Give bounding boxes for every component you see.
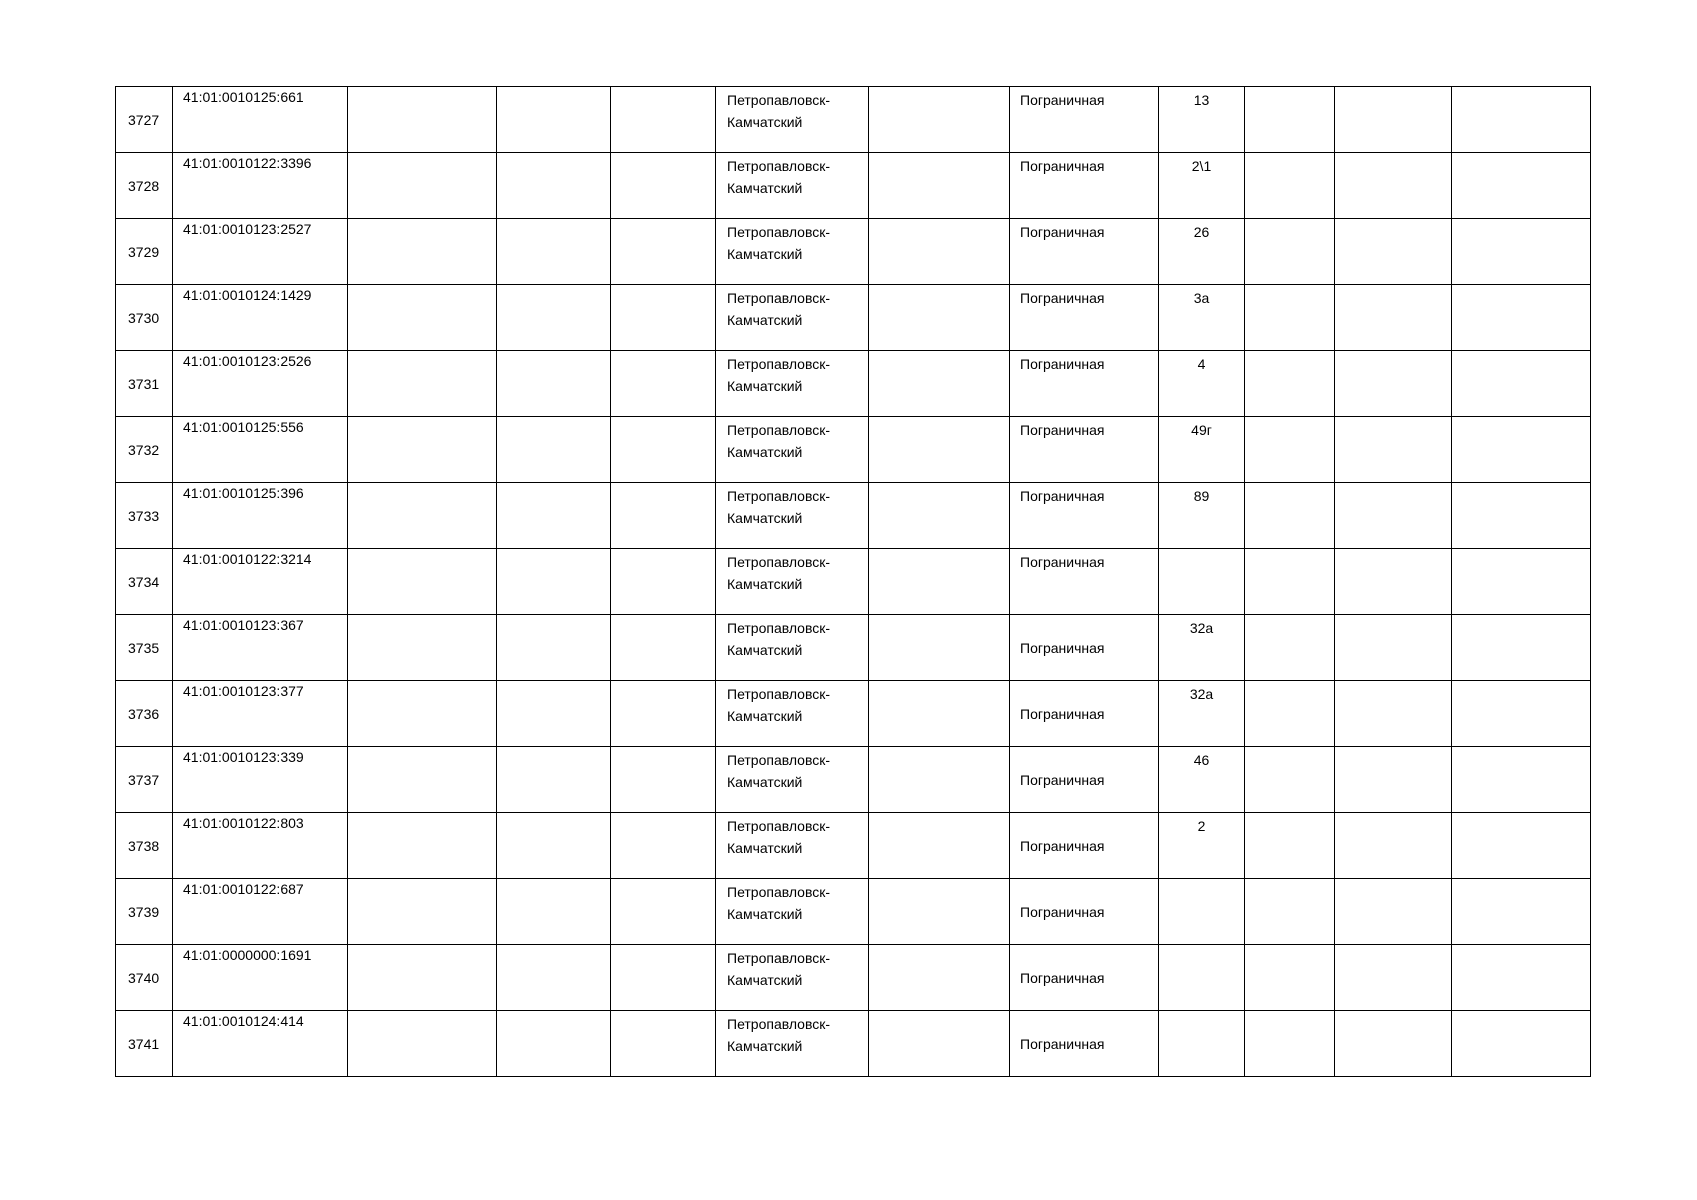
table-row bbox=[116, 483, 1591, 549]
city-cell bbox=[716, 153, 869, 219]
empty-cell bbox=[1245, 417, 1335, 483]
house-number: 2 bbox=[1197, 818, 1206, 834]
empty-cell bbox=[1245, 483, 1335, 549]
table-row bbox=[116, 549, 1591, 615]
empty-cell bbox=[869, 285, 1010, 351]
city-cell bbox=[716, 1011, 869, 1077]
city-name-line1: Петропавловск- bbox=[727, 158, 831, 174]
row-number: 3732 bbox=[128, 441, 160, 458]
empty-cell bbox=[1245, 153, 1335, 219]
empty-cell bbox=[1245, 351, 1335, 417]
table-row bbox=[116, 879, 1591, 945]
empty-cell bbox=[1335, 945, 1452, 1011]
row-number-cell bbox=[116, 219, 173, 285]
city-name-line2: Камчатский bbox=[727, 180, 803, 196]
empty-cell bbox=[1245, 681, 1335, 747]
house-number: 49г bbox=[1191, 422, 1212, 438]
empty-cell bbox=[497, 417, 611, 483]
house-number-cell bbox=[1159, 813, 1245, 879]
empty-cell bbox=[348, 153, 497, 219]
empty-cell bbox=[497, 747, 611, 813]
table-row bbox=[116, 87, 1591, 153]
empty-cell bbox=[611, 417, 716, 483]
cadastral-number: 41:01:0010123:2526 bbox=[183, 353, 312, 369]
empty-cell bbox=[611, 945, 716, 1011]
street-cell bbox=[1010, 1011, 1159, 1077]
street-cell bbox=[1010, 483, 1159, 549]
empty-cell bbox=[611, 813, 716, 879]
empty-cell bbox=[1245, 747, 1335, 813]
street-cell bbox=[1010, 747, 1159, 813]
street-cell bbox=[1010, 219, 1159, 285]
street-cell bbox=[1010, 87, 1159, 153]
city-name-line1: Петропавловск- bbox=[727, 554, 831, 570]
house-number-cell bbox=[1159, 549, 1245, 615]
house-number-cell bbox=[1159, 285, 1245, 351]
empty-cell bbox=[497, 153, 611, 219]
empty-cell bbox=[611, 285, 716, 351]
cadastral-number-cell bbox=[173, 417, 348, 483]
empty-cell bbox=[1452, 87, 1591, 153]
cadastral-number-cell bbox=[173, 549, 348, 615]
cadastral-number-cell bbox=[173, 747, 348, 813]
row-number-cell bbox=[116, 549, 173, 615]
empty-cell bbox=[869, 351, 1010, 417]
empty-cell bbox=[348, 219, 497, 285]
city-cell bbox=[716, 813, 869, 879]
cadastral-number-cell bbox=[173, 945, 348, 1011]
house-number-cell bbox=[1159, 219, 1245, 285]
empty-cell bbox=[1335, 285, 1452, 351]
city-name-line1: Петропавловск- bbox=[727, 488, 831, 504]
cadastral-number: 41:01:0010123:367 bbox=[183, 617, 304, 633]
empty-cell bbox=[348, 615, 497, 681]
cadastral-number-cell bbox=[173, 285, 348, 351]
city-name-line1: Петропавловск- bbox=[727, 1016, 831, 1032]
empty-cell bbox=[1335, 549, 1452, 615]
empty-cell bbox=[1452, 747, 1591, 813]
empty-cell bbox=[1452, 285, 1591, 351]
row-number: 3740 bbox=[128, 969, 160, 986]
cadastral-number-cell bbox=[173, 153, 348, 219]
empty-cell bbox=[348, 879, 497, 945]
city-name-line1: Петропавловск- bbox=[727, 752, 831, 768]
city-name-line1: Петропавловск- bbox=[727, 290, 831, 306]
street-name: Пограничная bbox=[1020, 837, 1105, 854]
empty-cell bbox=[1335, 417, 1452, 483]
empty-cell bbox=[1452, 615, 1591, 681]
empty-cell bbox=[348, 813, 497, 879]
empty-cell bbox=[611, 483, 716, 549]
row-number-cell bbox=[116, 813, 173, 879]
empty-cell bbox=[611, 1011, 716, 1077]
empty-cell bbox=[1245, 87, 1335, 153]
empty-cell bbox=[1245, 285, 1335, 351]
city-cell bbox=[716, 285, 869, 351]
row-number-cell bbox=[116, 417, 173, 483]
empty-cell bbox=[611, 153, 716, 219]
cadastral-number: 41:01:0010123:377 bbox=[183, 683, 304, 699]
city-name-line2: Камчатский bbox=[727, 972, 803, 988]
empty-cell bbox=[497, 813, 611, 879]
empty-cell bbox=[1245, 1011, 1335, 1077]
empty-cell bbox=[869, 1011, 1010, 1077]
empty-cell bbox=[1335, 681, 1452, 747]
empty-cell bbox=[348, 417, 497, 483]
empty-cell bbox=[497, 615, 611, 681]
city-cell bbox=[716, 351, 869, 417]
city-name-line2: Камчатский bbox=[727, 510, 803, 526]
empty-cell bbox=[611, 87, 716, 153]
street-cell bbox=[1010, 549, 1159, 615]
street-cell bbox=[1010, 351, 1159, 417]
city-cell bbox=[716, 219, 869, 285]
empty-cell bbox=[611, 615, 716, 681]
empty-cell bbox=[869, 747, 1010, 813]
empty-cell bbox=[1452, 351, 1591, 417]
cadastral-number-cell bbox=[173, 87, 348, 153]
street-name: Пограничная bbox=[1020, 488, 1105, 504]
row-number: 3737 bbox=[128, 771, 160, 788]
city-cell bbox=[716, 483, 869, 549]
row-number: 3736 bbox=[128, 705, 160, 722]
house-number: 32а bbox=[1189, 620, 1214, 636]
city-name-line2: Камчатский bbox=[727, 312, 803, 328]
house-number-cell bbox=[1159, 87, 1245, 153]
city-name-line1: Петропавловск- bbox=[727, 620, 831, 636]
house-number-cell bbox=[1159, 945, 1245, 1011]
house-number-cell bbox=[1159, 879, 1245, 945]
table-row bbox=[116, 813, 1591, 879]
cadastral-number-cell bbox=[173, 813, 348, 879]
row-number-cell bbox=[116, 285, 173, 351]
street-name: Пограничная bbox=[1020, 422, 1105, 438]
house-number: 2\1 bbox=[1191, 158, 1212, 174]
row-number: 3728 bbox=[128, 177, 160, 194]
city-cell bbox=[716, 549, 869, 615]
street-cell bbox=[1010, 153, 1159, 219]
empty-cell bbox=[611, 879, 716, 945]
row-number: 3738 bbox=[128, 837, 160, 854]
empty-cell bbox=[497, 483, 611, 549]
empty-cell bbox=[869, 615, 1010, 681]
empty-cell bbox=[611, 747, 716, 813]
row-number-cell bbox=[116, 1011, 173, 1077]
city-name-line1: Петропавловск- bbox=[727, 356, 831, 372]
city-name-line1: Петропавловск- bbox=[727, 884, 831, 900]
street-name: Пограничная bbox=[1020, 290, 1105, 306]
empty-cell bbox=[497, 219, 611, 285]
cadastral-number-cell bbox=[173, 483, 348, 549]
house-number-cell bbox=[1159, 417, 1245, 483]
row-number-cell bbox=[116, 747, 173, 813]
house-number: 26 bbox=[1193, 224, 1210, 240]
empty-cell bbox=[1245, 219, 1335, 285]
cadastral-number-cell bbox=[173, 219, 348, 285]
empty-cell bbox=[869, 879, 1010, 945]
street-name: Пограничная bbox=[1020, 705, 1105, 722]
empty-cell bbox=[348, 747, 497, 813]
city-name-line2: Камчатский bbox=[727, 576, 803, 592]
row-number-cell bbox=[116, 483, 173, 549]
table-row bbox=[116, 747, 1591, 813]
house-number-cell bbox=[1159, 351, 1245, 417]
city-name-line2: Камчатский bbox=[727, 906, 803, 922]
row-number: 3733 bbox=[128, 507, 160, 524]
house-number-cell bbox=[1159, 615, 1245, 681]
city-name-line2: Камчатский bbox=[727, 444, 803, 460]
empty-cell bbox=[497, 879, 611, 945]
row-number: 3727 bbox=[128, 111, 160, 128]
row-number: 3731 bbox=[128, 375, 160, 392]
empty-cell bbox=[1335, 879, 1452, 945]
empty-cell bbox=[348, 1011, 497, 1077]
empty-cell bbox=[497, 87, 611, 153]
city-cell bbox=[716, 879, 869, 945]
empty-cell bbox=[1335, 813, 1452, 879]
empty-cell bbox=[611, 681, 716, 747]
table-row bbox=[116, 417, 1591, 483]
city-cell bbox=[716, 87, 869, 153]
city-name-line2: Камчатский bbox=[727, 246, 803, 262]
house-number-cell bbox=[1159, 483, 1245, 549]
table-row bbox=[116, 351, 1591, 417]
empty-cell bbox=[497, 285, 611, 351]
street-name: Пограничная bbox=[1020, 771, 1105, 788]
empty-cell bbox=[1245, 615, 1335, 681]
empty-cell bbox=[869, 813, 1010, 879]
empty-cell bbox=[869, 483, 1010, 549]
street-name: Пограничная bbox=[1020, 969, 1105, 986]
empty-cell bbox=[1335, 615, 1452, 681]
city-name-line1: Петропавловск- bbox=[727, 686, 831, 702]
empty-cell bbox=[1452, 153, 1591, 219]
city-cell bbox=[716, 945, 869, 1011]
city-cell bbox=[716, 615, 869, 681]
city-name-line2: Камчатский bbox=[727, 840, 803, 856]
city-cell bbox=[716, 681, 869, 747]
table-body bbox=[116, 87, 1591, 1077]
street-cell bbox=[1010, 615, 1159, 681]
empty-cell bbox=[1452, 549, 1591, 615]
street-name: Пограничная bbox=[1020, 158, 1105, 174]
street-name: Пограничная bbox=[1020, 92, 1105, 108]
street-name: Пограничная bbox=[1020, 356, 1105, 372]
empty-cell bbox=[1335, 747, 1452, 813]
cadastral-number: 41:01:0010124:414 bbox=[183, 1013, 304, 1029]
empty-cell bbox=[869, 87, 1010, 153]
house-number: 13 bbox=[1193, 92, 1210, 108]
row-number: 3730 bbox=[128, 309, 160, 326]
row-number: 3734 bbox=[128, 573, 160, 590]
row-number: 3739 bbox=[128, 903, 160, 920]
table-row bbox=[116, 615, 1591, 681]
empty-cell bbox=[348, 549, 497, 615]
street-cell bbox=[1010, 285, 1159, 351]
cadastral-number: 41:01:0010123:339 bbox=[183, 749, 304, 765]
city-name-line2: Камчатский bbox=[727, 1038, 803, 1054]
empty-cell bbox=[611, 549, 716, 615]
empty-cell bbox=[611, 219, 716, 285]
city-name-line1: Петропавловск- bbox=[727, 818, 831, 834]
street-name: Пограничная bbox=[1020, 554, 1105, 570]
cadastral-number-cell bbox=[173, 615, 348, 681]
empty-cell bbox=[1452, 219, 1591, 285]
empty-cell bbox=[1452, 1011, 1591, 1077]
city-cell bbox=[716, 417, 869, 483]
table-row bbox=[116, 681, 1591, 747]
cadastral-number-cell bbox=[173, 1011, 348, 1077]
empty-cell bbox=[1245, 945, 1335, 1011]
cadastral-number: 41:01:0010122:687 bbox=[183, 881, 304, 897]
empty-cell bbox=[497, 945, 611, 1011]
street-cell bbox=[1010, 417, 1159, 483]
street-name: Пограничная bbox=[1020, 639, 1105, 656]
city-cell bbox=[716, 747, 869, 813]
empty-cell bbox=[348, 87, 497, 153]
house-number-cell bbox=[1159, 1011, 1245, 1077]
city-name-line1: Петропавловск- bbox=[727, 92, 831, 108]
registry-table bbox=[115, 86, 1591, 1077]
empty-cell bbox=[869, 219, 1010, 285]
row-number-cell bbox=[116, 879, 173, 945]
empty-cell bbox=[1452, 945, 1591, 1011]
row-number: 3735 bbox=[128, 639, 160, 656]
empty-cell bbox=[869, 153, 1010, 219]
empty-cell bbox=[1452, 879, 1591, 945]
empty-cell bbox=[348, 945, 497, 1011]
house-number: 46 bbox=[1193, 752, 1210, 768]
row-number-cell bbox=[116, 351, 173, 417]
street-cell bbox=[1010, 813, 1159, 879]
cadastral-number: 41:01:0010122:803 bbox=[183, 815, 304, 831]
cadastral-number: 41:01:0010122:3396 bbox=[183, 155, 312, 171]
empty-cell bbox=[497, 681, 611, 747]
cadastral-number: 41:01:0010122:3214 bbox=[183, 551, 312, 567]
empty-cell bbox=[1452, 483, 1591, 549]
cadastral-number: 41:01:0010123:2527 bbox=[183, 221, 312, 237]
house-number-cell bbox=[1159, 681, 1245, 747]
empty-cell bbox=[1335, 87, 1452, 153]
empty-cell bbox=[1245, 813, 1335, 879]
street-cell bbox=[1010, 681, 1159, 747]
empty-cell bbox=[869, 681, 1010, 747]
city-name-line2: Камчатский bbox=[727, 774, 803, 790]
empty-cell bbox=[1335, 153, 1452, 219]
house-number-cell bbox=[1159, 747, 1245, 813]
empty-cell bbox=[348, 351, 497, 417]
street-name: Пограничная bbox=[1020, 1035, 1105, 1052]
row-number-cell bbox=[116, 945, 173, 1011]
street-name: Пограничная bbox=[1020, 224, 1105, 240]
house-number: 32а bbox=[1189, 686, 1214, 702]
cadastral-number-cell bbox=[173, 681, 348, 747]
empty-cell bbox=[497, 351, 611, 417]
empty-cell bbox=[1245, 549, 1335, 615]
street-name: Пограничная bbox=[1020, 903, 1105, 920]
empty-cell bbox=[869, 549, 1010, 615]
empty-cell bbox=[1452, 417, 1591, 483]
city-name-line2: Камчатский bbox=[727, 708, 803, 724]
cadastral-number-cell bbox=[173, 879, 348, 945]
empty-cell bbox=[1335, 351, 1452, 417]
row-number-cell bbox=[116, 615, 173, 681]
table-row bbox=[116, 153, 1591, 219]
house-number: 3а bbox=[1193, 290, 1210, 306]
house-number: 4 bbox=[1197, 356, 1206, 372]
cadastral-number-cell bbox=[173, 351, 348, 417]
table-row bbox=[116, 285, 1591, 351]
empty-cell bbox=[497, 1011, 611, 1077]
street-cell bbox=[1010, 945, 1159, 1011]
empty-cell bbox=[497, 549, 611, 615]
cadastral-number: 41:01:0010125:556 bbox=[183, 419, 304, 435]
empty-cell bbox=[1335, 483, 1452, 549]
empty-cell bbox=[869, 417, 1010, 483]
city-name-line1: Петропавловск- bbox=[727, 224, 831, 240]
city-name-line1: Петропавловск- bbox=[727, 422, 831, 438]
row-number: 3729 bbox=[128, 243, 160, 260]
cadastral-number: 41:01:0000000:1691 bbox=[183, 947, 312, 963]
empty-cell bbox=[869, 945, 1010, 1011]
empty-cell bbox=[611, 351, 716, 417]
cadastral-number: 41:01:0010124:1429 bbox=[183, 287, 312, 303]
table-row bbox=[116, 219, 1591, 285]
house-number: 89 bbox=[1193, 488, 1210, 504]
city-name-line2: Камчатский bbox=[727, 378, 803, 394]
empty-cell bbox=[1452, 813, 1591, 879]
empty-cell bbox=[348, 483, 497, 549]
city-name-line2: Камчатский bbox=[727, 642, 803, 658]
empty-cell bbox=[348, 285, 497, 351]
city-name-line2: Камчатский bbox=[727, 114, 803, 130]
empty-cell bbox=[1335, 219, 1452, 285]
row-number-cell bbox=[116, 681, 173, 747]
row-number: 3741 bbox=[128, 1035, 160, 1052]
row-number-cell bbox=[116, 153, 173, 219]
empty-cell bbox=[348, 681, 497, 747]
cadastral-number: 41:01:0010125:661 bbox=[183, 89, 304, 105]
table-row bbox=[116, 945, 1591, 1011]
table-row bbox=[116, 1011, 1591, 1077]
empty-cell bbox=[1452, 681, 1591, 747]
empty-cell bbox=[1245, 879, 1335, 945]
cadastral-number: 41:01:0010125:396 bbox=[183, 485, 304, 501]
row-number-cell bbox=[116, 87, 173, 153]
city-name-line1: Петропавловск- bbox=[727, 950, 831, 966]
street-cell bbox=[1010, 879, 1159, 945]
empty-cell bbox=[1335, 1011, 1452, 1077]
house-number-cell bbox=[1159, 153, 1245, 219]
